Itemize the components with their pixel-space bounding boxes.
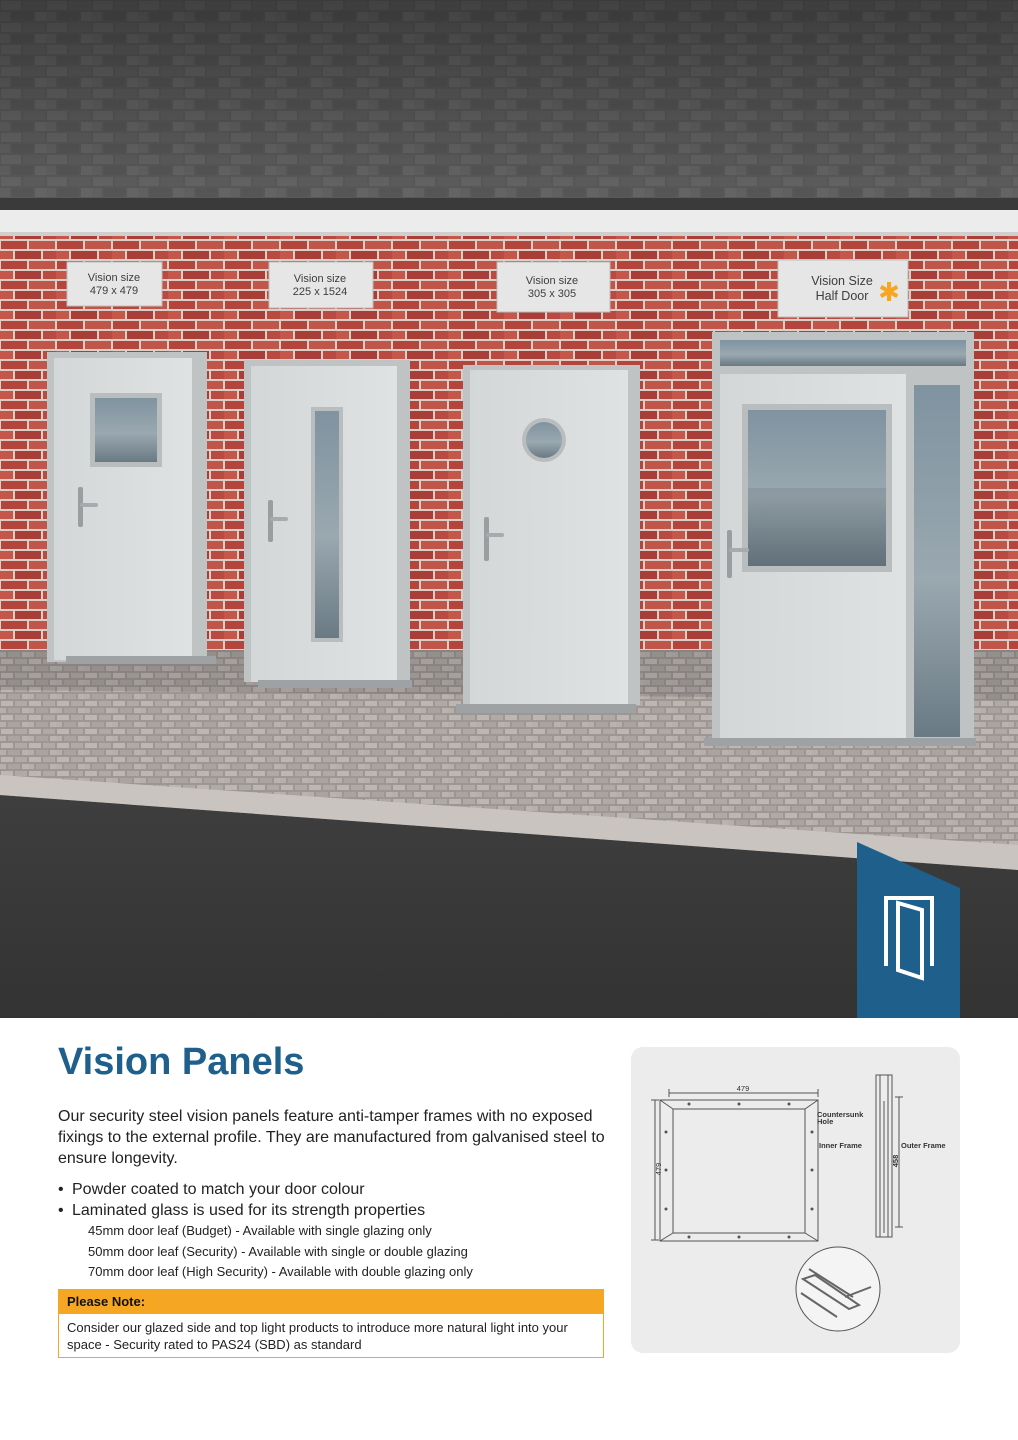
detail-circle (796, 1247, 880, 1331)
star-icon: ✱ (878, 278, 900, 308)
top-light (720, 340, 966, 366)
sign-4-line1: Vision Size (811, 274, 873, 288)
height-label: 479 (654, 1162, 663, 1176)
gutter (0, 198, 1018, 210)
vision-panel-narrow (315, 411, 339, 638)
sign-4-line2: Half Door (815, 289, 869, 303)
width-label: 479 (736, 1084, 750, 1093)
fascia (0, 210, 1018, 234)
door-1 (47, 352, 216, 664)
sign-3-line1: Vision size (525, 275, 579, 287)
vision-panel-square (95, 398, 157, 462)
sign-3-line2: 305 x 305 (527, 288, 577, 300)
outer-frame-label: Outer Frame (901, 1141, 946, 1150)
door-leaf-list (58, 1221, 618, 1283)
section-height-label: 458 (891, 1154, 900, 1168)
countersunk-label-2: Hole (817, 1117, 834, 1126)
feature-list (58, 1179, 618, 1221)
sign-2 (269, 262, 373, 308)
door-leaf-item: 70mm door leaf (High Security) - Available with double glazing only (88, 1264, 473, 1279)
door-leaf-item: 50mm door leaf (Security) - Available with single or double glazing (88, 1243, 468, 1259)
sign-4 (778, 260, 908, 317)
note-box (58, 1289, 604, 1358)
sign-3 (497, 262, 610, 312)
door-4 (704, 332, 976, 746)
screw-holes (665, 1103, 814, 1239)
vision-panel-round (526, 422, 562, 458)
sign-1-line1: Vision size (87, 272, 141, 284)
door-2 (244, 360, 412, 688)
inner-frame-label: Inner Frame (819, 1141, 862, 1150)
side-light (914, 385, 960, 737)
intro-paragraph: Our security steel vision panels feature anti-tamper frames with no exposed fixings to the external profile. They are manufactured from galvanised steel to ensure longevity. (58, 1108, 605, 1167)
page-title: Vision Panels (58, 1041, 305, 1083)
content-column (58, 1040, 618, 1283)
feature-item: • Powder coated to match your door colour (58, 1179, 618, 1200)
countersunk-label-1: Countersunk (817, 1110, 864, 1119)
door-3 (456, 365, 640, 713)
door-leaf-item: 45mm door leaf (Budget) - Available with single glazing only (88, 1223, 432, 1238)
sign-1-line2: 479 x 479 (89, 285, 139, 297)
panel-elevation (651, 1089, 818, 1241)
note-title: Please Note: (59, 1290, 603, 1314)
technical-diagram (631, 1047, 960, 1353)
sign-2-line1: Vision size (293, 273, 347, 285)
sign-1 (67, 262, 162, 306)
note-text: Consider our glazed side and top light products to introduce more natural light into your space - Security rated to PAS24 (SBD) as standard (59, 1314, 603, 1357)
sign-2-line2: 225 x 1524 (292, 286, 348, 298)
feature-item: • Laminated glass is used for its strength properties (58, 1200, 618, 1221)
